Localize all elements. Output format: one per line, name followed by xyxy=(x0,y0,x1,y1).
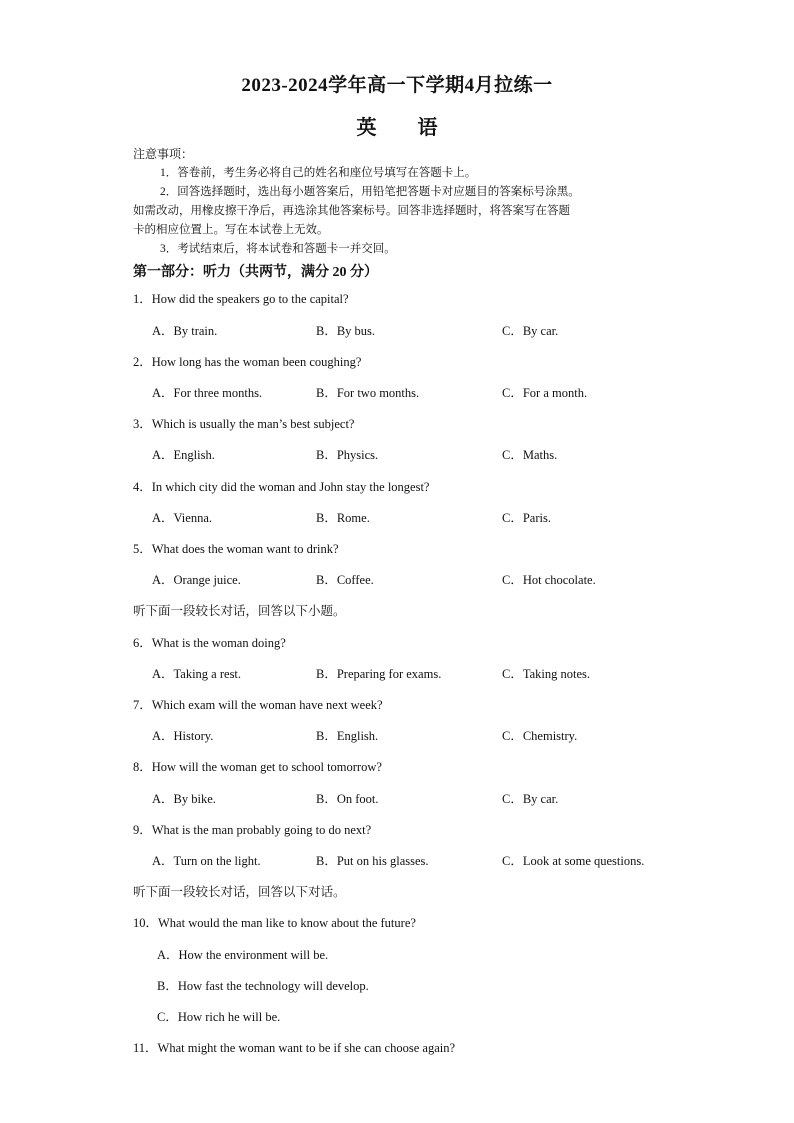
option-a: A．For three months. xyxy=(152,386,263,400)
question-text: 2．How long has the woman been coughing? xyxy=(133,355,362,369)
question-text: 1．How did the speakers go to the capital? xyxy=(133,292,349,306)
option-c: C．Look at some questions. xyxy=(502,854,645,868)
option-b: B．By bus. xyxy=(316,324,376,338)
notice-line: 2．回答选择题时，选出每小题答案后，用铅笔把答题卡对应题目的答案标号涂黑。 xyxy=(160,186,580,198)
option-b: B．How fast the technology will develop. xyxy=(157,979,369,993)
subject-title: 英 语 xyxy=(356,117,456,139)
notice-line: 如需改动，用橡皮擦干净后，再选涂其他答案标号。回答非选择题时，将答案写在答题 xyxy=(133,205,570,217)
question-text: 4．In which city did the woman and John stay the longest? xyxy=(133,480,430,494)
option-b: B．Put on his glasses. xyxy=(316,854,429,868)
option-a: A．By bike. xyxy=(152,792,216,806)
option-b: B．For two months. xyxy=(316,386,420,400)
listening-instruction: 听下面一段较长对话，回答以下小题。 xyxy=(133,604,346,618)
option-c: C．Maths. xyxy=(502,448,558,462)
question-text: 8．How will the woman get to school tomorrow? xyxy=(133,760,382,774)
exam-title: 2023-2024学年高一下学期4月拉练一 xyxy=(241,75,553,96)
option-c: C．How rich he will be. xyxy=(157,1010,281,1024)
question-text: 3．Which is usually the man’s best subject? xyxy=(133,417,355,431)
section-title: 第一部分：听力（共两节，满分 20 分） xyxy=(133,265,378,280)
option-a: A．History. xyxy=(152,729,214,743)
notice-heading: 注意事项： xyxy=(133,147,194,161)
question-text: 5．What does the woman want to drink? xyxy=(133,542,339,556)
question-text: 11．What might the woman want to be if she can choose again? xyxy=(133,1041,456,1055)
option-a: A．Orange juice. xyxy=(152,573,241,587)
option-b: B．English. xyxy=(316,729,379,743)
option-b: B．Physics. xyxy=(316,448,379,462)
option-b: B．On foot. xyxy=(316,792,379,806)
question-text: 9．What is the man probably going to do next? xyxy=(133,823,372,837)
question-text: 10．What would the man like to know about the future? xyxy=(133,916,416,930)
option-b: B．Rome. xyxy=(316,511,370,525)
notice-line: 1．答卷前，考生务必将自己的姓名和座位号填写在答题卡上。 xyxy=(160,167,477,179)
option-c: C．Chemistry. xyxy=(502,729,578,743)
option-a: A．By train. xyxy=(152,324,218,338)
question-text: 6．What is the woman doing? xyxy=(133,636,286,650)
option-c: C．Paris. xyxy=(502,511,551,525)
question-text: 7．Which exam will the woman have next week? xyxy=(133,698,383,712)
option-a: A．How the environment will be. xyxy=(157,948,329,962)
notice-line: 3．考试结束后，将本试卷和答题卡一并交回。 xyxy=(160,243,396,255)
option-b: B．Preparing for exams. xyxy=(316,667,442,681)
option-b: B．Coffee. xyxy=(316,573,374,587)
listening-instruction: 听下面一段较长对话，回答以下对话。 xyxy=(133,885,346,899)
option-a: A．Turn on the light. xyxy=(152,854,261,868)
option-c: C．By car. xyxy=(502,792,559,806)
option-c: C．Hot chocolate. xyxy=(502,573,596,587)
option-c: C．For a month. xyxy=(502,386,588,400)
option-a: A．Vienna. xyxy=(152,511,212,525)
option-a: A．Taking a rest. xyxy=(152,667,242,681)
option-a: A．English. xyxy=(152,448,215,462)
option-c: C．Taking notes. xyxy=(502,667,591,681)
option-c: C．By car. xyxy=(502,324,559,338)
notice-line: 卡的相应位置上。写在本试卷上无效。 xyxy=(133,224,329,236)
